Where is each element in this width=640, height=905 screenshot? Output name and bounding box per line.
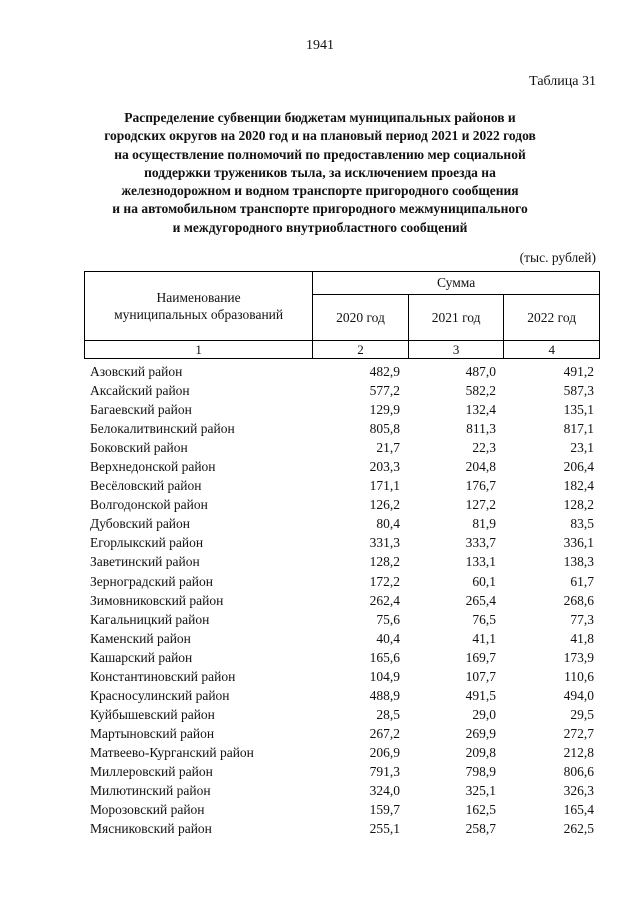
value-2020: 80,4 xyxy=(376,516,400,532)
value-2021: 60,1 xyxy=(472,573,496,589)
row-name: Кашарский район xyxy=(90,649,193,665)
value-2022: 272,7 xyxy=(563,725,594,741)
value-2021: 162,5 xyxy=(465,802,496,818)
value-2020: 262,4 xyxy=(369,592,400,608)
value-2021: 81,9 xyxy=(472,516,496,532)
table-row xyxy=(90,705,598,724)
value-2022: 206,4 xyxy=(563,459,594,475)
value-2022: 61,7 xyxy=(570,573,594,589)
value-2022: 806,6 xyxy=(563,763,594,779)
title-line: поддержки тружеников тыла, за исключением проезда на xyxy=(144,164,496,180)
value-2021: 29,0 xyxy=(472,706,496,722)
row-name: Красносулинский район xyxy=(90,687,230,703)
table-row xyxy=(90,648,598,667)
value-2022: 326,3 xyxy=(563,783,594,799)
table-row xyxy=(90,381,598,400)
header-year-2022: 2022 год xyxy=(504,295,600,341)
row-name: Мартыновский район xyxy=(90,725,215,741)
value-2020: 791,3 xyxy=(369,763,400,779)
value-2022: 135,1 xyxy=(563,402,594,418)
row-name: Кагальницкий район xyxy=(90,611,210,627)
value-2020: 159,7 xyxy=(369,802,400,818)
value-2021: 798,9 xyxy=(465,763,496,779)
table-row xyxy=(90,495,598,514)
value-2021: 76,5 xyxy=(472,611,496,627)
value-2020: 482,9 xyxy=(369,364,400,379)
row-name: Милютинский район xyxy=(90,783,211,799)
value-2021: 107,7 xyxy=(465,668,496,684)
row-name: Дубовский район xyxy=(90,516,191,532)
value-2020: 28,5 xyxy=(376,706,400,722)
table-label: Таблица 31 xyxy=(529,74,596,89)
title-line: и междугородного внутриобластного сообщений xyxy=(172,219,468,235)
page-number: 1941 xyxy=(306,38,334,53)
value-2020: 203,3 xyxy=(369,459,400,475)
table-row xyxy=(90,552,598,571)
table-row xyxy=(90,438,598,457)
value-2021: 258,7 xyxy=(465,821,496,837)
value-2020: 488,9 xyxy=(369,687,400,703)
row-name: Волгодонской район xyxy=(90,497,208,513)
value-2020: 255,1 xyxy=(369,821,400,837)
row-name: Белокалитвинский район xyxy=(90,421,235,437)
row-name: Зерноградский район xyxy=(90,573,213,589)
row-name: Матвеево-Курганский район xyxy=(90,744,254,760)
value-2022: 138,3 xyxy=(563,554,594,570)
value-2022: 268,6 xyxy=(563,592,594,608)
table-row xyxy=(90,686,598,705)
value-2021: 209,8 xyxy=(465,744,496,760)
header-name-line: муниципальных образований xyxy=(114,307,284,322)
units-label: (тыс. рублей) xyxy=(519,250,596,265)
row-name: Каменский район xyxy=(90,630,191,646)
row-name: Заветинский район xyxy=(90,554,200,570)
value-2020: 129,9 xyxy=(369,402,400,418)
table-row xyxy=(90,667,598,686)
table-row xyxy=(90,457,598,476)
value-2020: 805,8 xyxy=(369,421,400,437)
table-row xyxy=(90,781,598,800)
table-row xyxy=(90,572,598,591)
value-2020: 267,2 xyxy=(369,725,400,741)
column-number: 2 xyxy=(313,341,409,359)
row-name: Аксайский район xyxy=(90,383,190,399)
value-2022: 494,0 xyxy=(563,687,594,703)
title-line: и на автомобильном транспорте пригородного межмуниципального xyxy=(112,201,528,217)
value-2020: 128,2 xyxy=(369,554,400,570)
value-2021: 487,0 xyxy=(465,364,496,379)
value-2021: 325,1 xyxy=(465,783,496,799)
column-number: 3 xyxy=(408,341,504,359)
table-row xyxy=(90,476,598,495)
column-number: 1 xyxy=(85,341,313,359)
table-row xyxy=(90,800,598,819)
value-2020: 206,9 xyxy=(369,744,400,760)
table-row xyxy=(90,743,598,762)
value-2022: 491,2 xyxy=(563,364,594,379)
value-2020: 171,1 xyxy=(369,478,400,494)
value-2022: 77,3 xyxy=(570,611,594,627)
table-row xyxy=(90,762,598,781)
value-2021: 582,2 xyxy=(465,383,496,399)
row-name: Верхнедонской район xyxy=(90,459,216,475)
value-2022: 41,8 xyxy=(570,630,594,646)
value-2021: 176,7 xyxy=(465,478,496,494)
header-year-2020: 2020 год xyxy=(313,295,409,341)
row-name: Зимовниковский район xyxy=(90,592,224,608)
table-header xyxy=(84,271,600,359)
table-row xyxy=(90,591,598,610)
value-2021: 811,3 xyxy=(466,421,496,437)
value-2020: 75,6 xyxy=(376,611,400,627)
table-row xyxy=(90,533,598,552)
table-title xyxy=(80,109,560,237)
table-row xyxy=(90,362,598,381)
header-name-line: Наименование xyxy=(156,290,241,305)
table-row xyxy=(90,819,598,838)
value-2021: 333,7 xyxy=(465,535,496,551)
value-2022: 336,1 xyxy=(563,535,594,551)
value-2022: 29,5 xyxy=(570,706,594,722)
value-2022: 128,2 xyxy=(563,497,594,513)
value-2020: 172,2 xyxy=(369,573,400,589)
value-2022: 173,9 xyxy=(563,649,594,665)
value-2022: 83,5 xyxy=(570,516,594,532)
table-row xyxy=(90,400,598,419)
row-name: Константиновский район xyxy=(90,668,236,684)
value-2021: 133,1 xyxy=(465,554,496,570)
row-name: Морозовский район xyxy=(90,802,205,818)
row-name: Весёловский район xyxy=(90,478,202,494)
value-2021: 265,4 xyxy=(465,592,496,608)
row-name: Егорлыкский район xyxy=(90,535,204,551)
table-row xyxy=(90,514,598,533)
value-2020: 577,2 xyxy=(369,383,400,399)
table-row xyxy=(90,629,598,648)
value-2021: 169,7 xyxy=(465,649,496,665)
value-2022: 212,8 xyxy=(563,744,594,760)
value-2022: 262,5 xyxy=(563,821,594,837)
header-year-2021: 2021 год xyxy=(408,295,504,341)
value-2021: 41,1 xyxy=(472,630,496,646)
value-2020: 165,6 xyxy=(369,649,400,665)
value-2021: 491,5 xyxy=(465,687,496,703)
value-2021: 269,9 xyxy=(465,725,496,741)
table-body xyxy=(90,362,598,838)
column-number: 4 xyxy=(504,341,600,359)
row-name: Мясниковский район xyxy=(90,821,212,837)
value-2022: 165,4 xyxy=(563,802,594,818)
title-line: на осуществление полномочий по предоставлению мер социальной xyxy=(114,146,526,162)
value-2022: 587,3 xyxy=(563,383,594,399)
row-name: Багаевский район xyxy=(90,402,192,418)
value-2022: 110,6 xyxy=(564,668,594,684)
value-2022: 182,4 xyxy=(563,478,594,494)
value-2022: 23,1 xyxy=(570,440,594,456)
value-2020: 104,9 xyxy=(369,668,400,684)
row-name: Боковский район xyxy=(90,440,188,456)
title-line: железнодорожном и водном транспорте пригородного сообщения xyxy=(121,183,519,199)
value-2020: 21,7 xyxy=(376,440,400,456)
row-name: Куйбышевский район xyxy=(90,706,215,722)
value-2021: 127,2 xyxy=(465,497,496,513)
value-2021: 204,8 xyxy=(465,459,496,475)
value-2021: 132,4 xyxy=(465,402,496,418)
header-name-cell xyxy=(85,272,313,341)
table-row xyxy=(90,419,598,438)
value-2021: 22,3 xyxy=(472,440,496,456)
row-name: Азовский район xyxy=(90,364,183,379)
title-line: городских округов на 2020 год и на плановый период 2021 и 2022 годов xyxy=(104,128,536,144)
value-2020: 126,2 xyxy=(369,497,400,513)
row-name: Миллеровский район xyxy=(90,763,213,779)
value-2022: 817,1 xyxy=(563,421,594,437)
value-2020: 40,4 xyxy=(376,630,400,646)
value-2020: 324,0 xyxy=(369,783,400,799)
table-row xyxy=(90,724,598,743)
title-line: Распределение субвенции бюджетам муниципальных районов и xyxy=(124,110,516,125)
value-2020: 331,3 xyxy=(369,535,400,551)
header-sum-cell: Сумма xyxy=(313,272,600,295)
table-row xyxy=(90,610,598,629)
